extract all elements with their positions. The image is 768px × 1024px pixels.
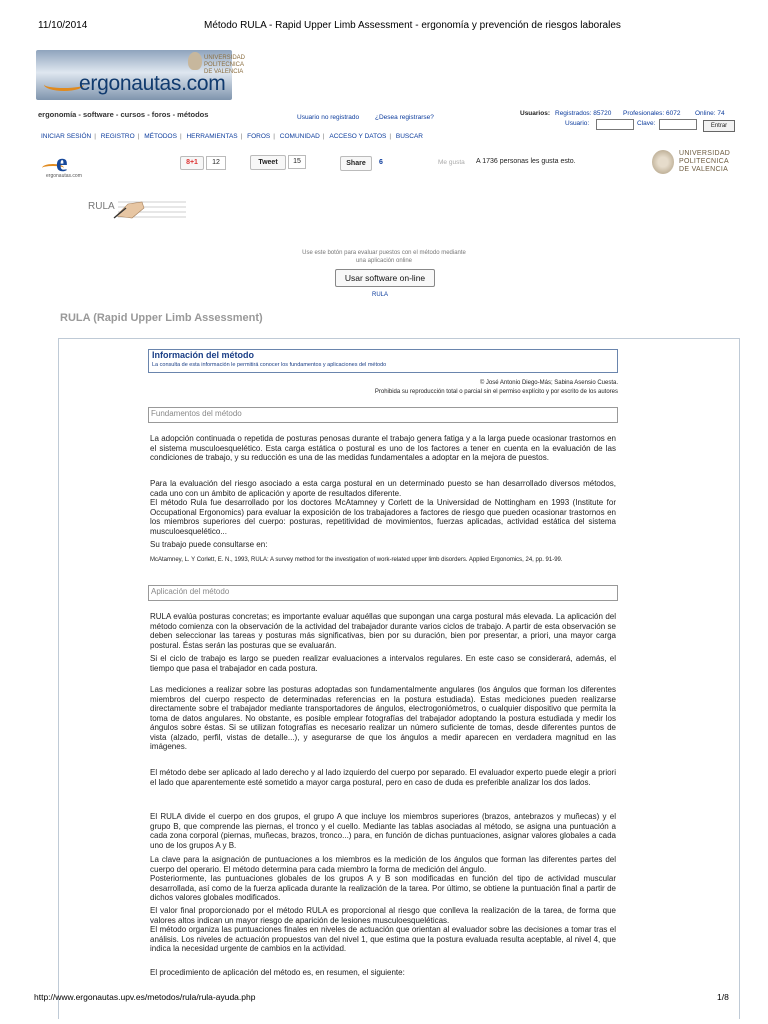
aplicacion-p8: El valor final proporcionado por el método RULA es proporcional al riesgo que conlleva la realización de la tarea, de forma que valores altos indican un mayor riesgo de aparición de lesiones musculoesqueléticas. bbox=[150, 906, 616, 925]
nav-buscar[interactable]: BUSCAR bbox=[395, 133, 423, 140]
logo-text: ergonautas.com bbox=[79, 72, 226, 95]
upv-seal-small-icon bbox=[188, 52, 202, 70]
pencil-hand-icon bbox=[88, 196, 186, 222]
aplicacion-p1: RULA evalúa posturas concretas; es importante evaluar aquéllas que supongan una carga postural más elevada. La aplicación del método comienza con la observación de la actividad del trabajador durante varios ciclos de trabajo. A partir de esta observación se deben seleccionar las tareas y posturas más significativas, bien por su duración, bien por presentar, a priori, una mayor carga postural. Éstas serán las posturas que se evaluarán. bbox=[150, 612, 616, 650]
main-nav: INICIAR SESIÓN | REGISTRO | MÉTODOS | HERRAMIENTAS | FOROS | COMUNIDAD | ACCESO Y DATOS | BUSCAR bbox=[38, 133, 426, 140]
aplicacion-p2: Si el ciclo de trabajo es largo se pueden realizar evaluaciones a intervalos regulares. En este caso se considerará, además, el tiempo que pasa el trabajador en cada postura. bbox=[150, 654, 616, 673]
upv-logo-text: UNIVERSIDAD POLITECNICA DE VALENCIA bbox=[679, 150, 731, 173]
fundamentos-p4: Su trabajo puede consultarse en: bbox=[150, 540, 268, 549]
clave-input[interactable] bbox=[659, 119, 697, 130]
section-aplicacion-title: Aplicación del método bbox=[151, 587, 230, 596]
like-button[interactable]: Me gusta bbox=[438, 159, 465, 166]
online-hint: Use este botón para evaluar puestos con el método mediante una aplicación online bbox=[302, 250, 466, 264]
upv-seal-icon bbox=[652, 150, 674, 174]
nav-herramientas[interactable]: HERRAMIENTAS bbox=[186, 133, 238, 140]
print-footer-page: 1/8 bbox=[717, 992, 729, 1002]
tweet-button[interactable]: Tweet bbox=[250, 155, 286, 170]
entrar-button[interactable]: Entrar bbox=[703, 120, 735, 132]
stat-profesionales: Profesionales: 6072 bbox=[623, 110, 681, 117]
print-footer-url: http://www.ergonautas.upv.es/metodos/rula/rula-ayuda.php bbox=[34, 992, 256, 1002]
online-software-button[interactable]: Usar software on-line bbox=[335, 269, 435, 287]
print-date: 11/10/2014 bbox=[38, 20, 88, 31]
aplicacion-p3: Las mediciones a realizar sobre las posturas adoptadas son fundamentalmente angulares (los ángulos que forman los diferentes miembros del cuerpo respecto de determinadas referencias en la postura estudiada). Estas mediciones pueden realizarse directamente sobre el trabajador mediante transportadores de ángulos, electrogoniómetros, o cualquier dispositivo que permita la toma de datos angulares. No obstante, es posible emplear fotografías del trabajador adoptando la postura estudiada y medir los ángulos sobre éstas. Si se utilizan fotografías es necesario realizar un número suficiente de tomas, desde diferentes puntos de vista (alzado, perfil, vistas de detalle...), y asegurarse de que los ángulos a medir aparecen en verdadera magnitud en las imágenes. bbox=[150, 685, 616, 751]
aplicacion-p5: El RULA divide el cuerpo en dos grupos, el grupo A que incluye los miembros superiores (brazos, antebrazos y muñecas) y el grupo B, que comprende las piernas, el tronco y el cuello. Mediante las tablas asociadas al método, se asigna una puntuación a cada zona corporal (piernas, muñecas, brazos, tronco...) para, en función de dichas puntuaciones, asignar valores globales a cada uno de los grupos A y B. bbox=[150, 812, 616, 850]
stat-registrados: Registrados: 85720 bbox=[555, 110, 612, 117]
aplicacion-p7: Posteriormente, las puntuaciones globales de los grupos A y B son modificadas en función del tipo de actividad muscular desarrollada, así como de la fuerza aplicada durante la realización de la tarea. Por último, se obtiene la puntuación final a partir de dichos valores globales modificados. bbox=[150, 874, 616, 902]
nav-comunidad[interactable]: COMUNIDAD bbox=[279, 133, 320, 140]
aplicacion-p6: La clave para la asignación de puntuaciones a los miembros es la medición de los ángulos que forman las diferentes partes del cuerpo del operario. El método determina para cada miembro la forma de medición del ángulo. bbox=[150, 855, 616, 874]
section-fundamentos-title: Fundamentos del método bbox=[151, 409, 242, 418]
copyright-text: © José Antonio Diego-Más; Sabina Asensio Cuesta. bbox=[479, 380, 618, 386]
nav-registro[interactable]: REGISTRO bbox=[100, 133, 135, 140]
fundamentos-p2: Para la evaluación del riesgo asociado a esta carga postural en un determinado puesto se han desarrollado diversos métodos, cada uno con un ámbito de aplicación y aporte de resultados diferente. bbox=[150, 479, 616, 498]
google-plus-count: 12 bbox=[206, 156, 226, 170]
nav-metodos[interactable]: MÉTODOS bbox=[144, 133, 177, 140]
register-link[interactable]: ¿Desea registrarse? bbox=[375, 114, 434, 121]
fundamentos-p1: La adopción continuada o repetida de posturas penosas durante el trabajo genera fatiga y a la larga puede ocasionar trastornos en el sistema musculoesquelético. Esta carga estática o postural es uno de los factores a tener en cuenta en la evaluación de las condiciones de trabajo, y su reducción es una de las medidas fundamentales a adoptar en la mejora de puestos. bbox=[150, 434, 616, 462]
aplicacion-p9: El método organiza las puntuaciones finales en niveles de actuación que orientan al evaluador sobre las decisiones a tomar tras el análisis. Los niveles de actuación propuestos van del nivel 1, que estima que la postura evaluada resulta aceptable, al nivel 4, que indica la necesidad urgente de cambios en la actividad. bbox=[150, 925, 616, 953]
share-button[interactable]: Share bbox=[340, 156, 372, 171]
stat-online: Online: 74 bbox=[695, 110, 725, 117]
nav-foros[interactable]: FOROS bbox=[247, 133, 271, 140]
page-title: RULA (Rapid Upper Limb Assessment) bbox=[60, 312, 263, 324]
clave-label: Clave: bbox=[637, 120, 656, 127]
aplicacion-p10: El procedimiento de aplicación del método es, en resumen, el siguiente: bbox=[150, 968, 405, 977]
upv-small-text: UNIVERSIDAD POLITECNICA DE VALENCIA bbox=[204, 55, 246, 75]
info-subtitle: La consulta de esta información le permitirá conocer los fundamentos y aplicaciones del método bbox=[152, 362, 387, 368]
google-plus-button[interactable]: 8+1 bbox=[180, 156, 204, 170]
site-tagline: ergonomía - software - cursos - foros - métodos bbox=[38, 110, 209, 119]
like-count-text: A 1736 personas les gusta esto. bbox=[476, 158, 576, 165]
rula-banner-image: RULA bbox=[88, 196, 186, 222]
ergonautas-logo[interactable] bbox=[36, 50, 232, 100]
usuario-input[interactable] bbox=[596, 119, 634, 130]
e-logo-icon[interactable]: e bbox=[56, 148, 68, 177]
user-status: Usuario no registrado bbox=[297, 114, 360, 121]
e-logo-caption: ergonautas.com bbox=[46, 173, 82, 179]
tweet-count: 15 bbox=[288, 155, 306, 169]
aplicacion-p4: El método debe ser aplicado al lado derecho y al lado izquierdo del cuerpo por separado. El evaluador experto puede elegir a priori el lado que aparentemente esté sometido a mayor carga postural, pero en caso de duda es preferible analizar los dos lados. bbox=[150, 768, 616, 787]
rula-link[interactable]: RULA bbox=[372, 292, 389, 298]
fundamentos-p3: El método Rula fue desarrollado por los doctores McAtamney y Corlett de la Universidad de Nottingham en 1993 (Institute for Occupational Ergonomics) para evaluar la exposición de los trabajadores a factores de riesgo que pueden ocasionar trastornos en los miembros superiores del cuerpo: posturas, repetitividad de movimientos, fuerzas aplicadas, actividad estática del sistema musculoesquelético... bbox=[150, 498, 616, 536]
usuario-label: Usuario: bbox=[565, 120, 590, 127]
logo-swoosh-icon bbox=[44, 78, 84, 91]
share-count: 6 bbox=[379, 159, 383, 166]
prohibition-text: Prohibida su reproducción total o parcial sin el permiso explícito y por escrito de los autores bbox=[374, 389, 618, 395]
nav-acceso-datos[interactable]: ACCESO Y DATOS bbox=[329, 133, 387, 140]
print-title: Método RULA - Rapid Upper Limb Assessment - ergonomía y prevención de riesgos laborales bbox=[204, 20, 621, 31]
users-label: Usuarios: bbox=[520, 110, 550, 117]
info-title: Información del método bbox=[152, 350, 255, 360]
nav-iniciar-sesion[interactable]: INICIAR SESIÓN bbox=[41, 133, 92, 140]
reference-citation: McAtamney, L. Y Corlett, E. N., 1993, RULA: A survey method for the investigation of work-related upper limb disorders. Applied Ergonomics, 24, pp. 91-99. bbox=[150, 557, 563, 563]
